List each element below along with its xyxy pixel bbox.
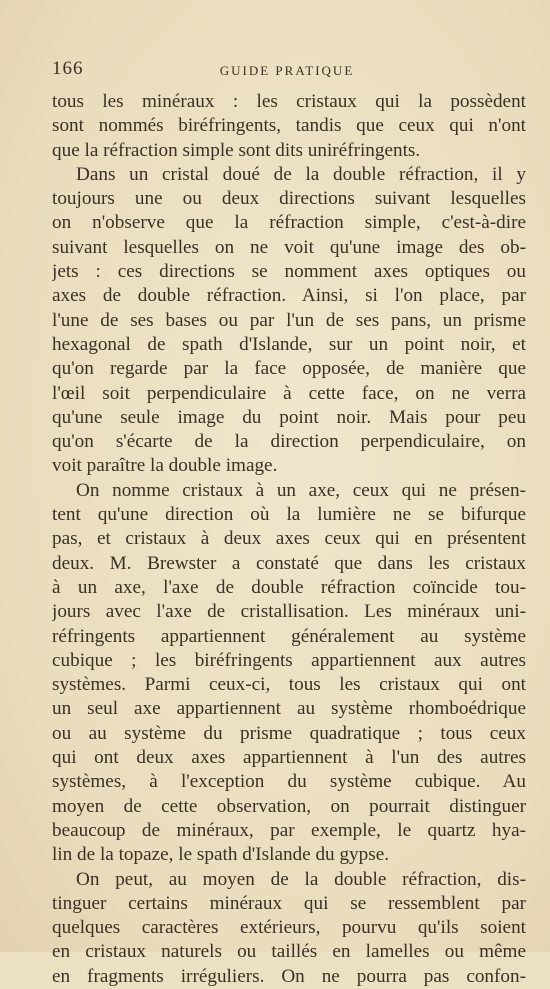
running-head: GUIDE PRATIQUE — [219, 63, 355, 78]
text-line: lin de la topaze, le spath d'Islande du gypse. — [52, 844, 390, 866]
text-line: pas, et cristaux à deux axes ceux qui en présentent — [52, 528, 526, 550]
text-line: cubique ; les biréfringents appartiennent aux autres — [52, 649, 526, 671]
text-line: réfringents appartiennent généralement au système — [52, 625, 526, 647]
text-line: jets : ces directions se nomment axes optiques ou — [52, 261, 526, 283]
page-number: 166 — [52, 58, 84, 79]
text-line: qu'une seule image du point noir. Mais pour peu — [52, 406, 526, 428]
text-line: en cristaux naturels ou taillés en lamelles ou même — [52, 941, 526, 963]
body-text — [52, 90, 526, 989]
text-line: que la réfraction simple sont dits uniréfringents. — [52, 139, 421, 161]
paragraph — [52, 868, 526, 989]
paragraph — [52, 90, 526, 163]
text-line: systèmes, à l'exception du système cubique. Au — [52, 771, 526, 793]
paragraph — [52, 479, 526, 868]
text-line: on n'observe que la réfraction simple, c'est-à-dire — [52, 212, 526, 234]
text-line: ou au système du prisme quadratique ; tous ceux — [52, 722, 526, 744]
text-line: qui ont deux axes appartiennent à l'un des autres — [52, 747, 526, 769]
text-line: en fragments irréguliers. On ne pourra pas confon- — [52, 965, 526, 987]
text-line: tinguer certains minéraux qui se ressemblent par — [52, 892, 526, 914]
text-line: Dans un cristal doué de la double réfraction, il y — [76, 163, 526, 185]
text-line: toujours une ou deux directions suivant lesquelles — [52, 188, 526, 210]
text-line: suivant lesquelles on ne voit qu'une image des ob- — [52, 236, 526, 258]
text-line: tent qu'une direction où la lumière ne se bifurque — [52, 504, 526, 526]
text-line: systèmes. Parmi ceux-ci, tous les cristaux qui ont — [52, 674, 526, 696]
text-line: moyen de cette observation, on pourrait distinguer — [52, 795, 526, 817]
text-line: axes de double réfraction. Ainsi, si l'on place, par — [52, 285, 526, 307]
text-line: un seul axe appartiennent au système rhomboédrique — [52, 698, 526, 720]
text-line: l'une de ses bases ou par l'un de ses pans, un prisme — [52, 309, 526, 331]
text-line: beaucoup de minéraux, par exemple, le quartz hya- — [52, 819, 526, 841]
text-line: à un axe, l'axe de double réfraction coïncide tou- — [52, 576, 526, 598]
text-line: jours avec l'axe de cristallisation. Les minéraux uni- — [52, 601, 526, 623]
text-line: hexagonal de spath d'Islande, sur un point noir, et — [52, 333, 526, 355]
text-line: qu'on regarde par la face opposée, de manière que — [52, 358, 526, 380]
text-line: voit paraître la double image. — [52, 455, 278, 477]
text-line: tous les minéraux : les cristaux qui la possèdent — [52, 91, 526, 112]
text-line: sont nommés biréfringents, tandis que ceux qui n'ont — [52, 115, 526, 137]
text-line: quelques caractères extérieurs, pourvu qu'ils soient — [52, 917, 526, 939]
page-header — [52, 58, 522, 82]
text-line: qu'on s'écarte de la direction perpendiculaire, on — [52, 431, 526, 453]
text-line: On nomme cristaux à un axe, ceux qui ne présen- — [76, 479, 526, 501]
text-line: On peut, au moyen de la double réfraction, dis- — [76, 868, 526, 890]
text-line: deux. M. Brewster a constaté que dans les cristaux — [52, 552, 526, 574]
paragraph — [52, 163, 526, 479]
text-line: l'œil soit perpendiculaire à cette face, on ne verra — [52, 382, 526, 404]
